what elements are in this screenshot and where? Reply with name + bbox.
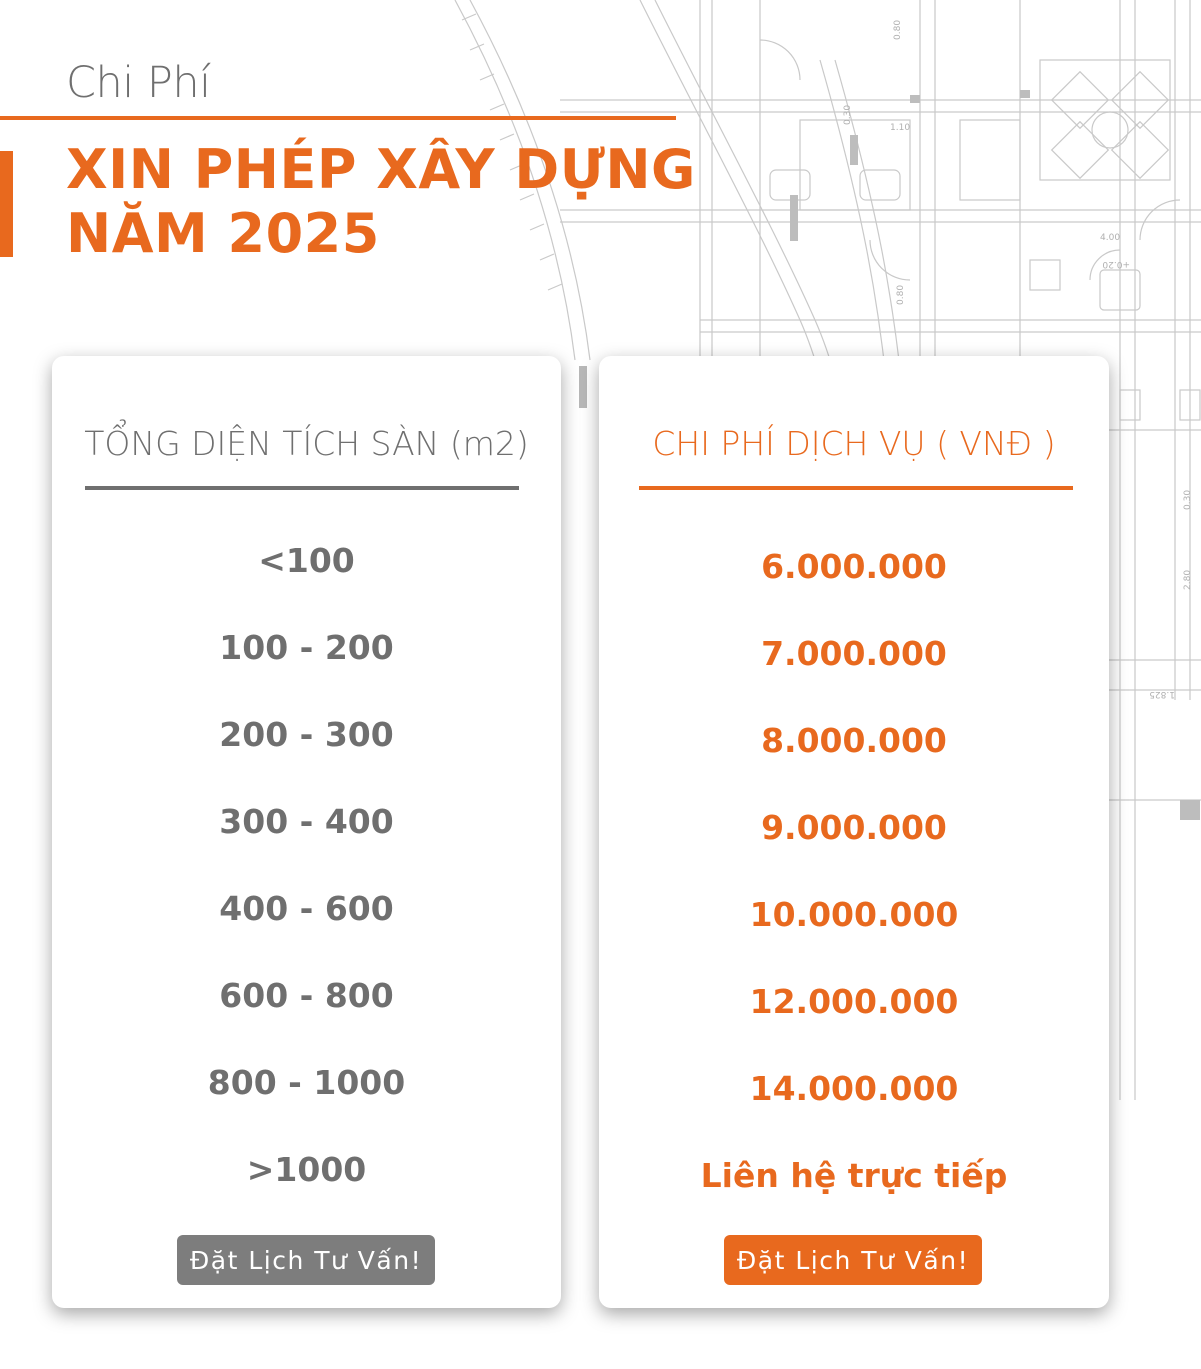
area-row: 300 - 400 bbox=[219, 802, 394, 841]
price-row: 10.000.000 bbox=[749, 895, 959, 934]
dim-label: 0.30 bbox=[843, 104, 853, 125]
price-row: 6.000.000 bbox=[761, 547, 947, 586]
dim-label: 0.80 bbox=[896, 284, 906, 305]
area-row: 400 - 600 bbox=[219, 889, 394, 928]
area-row: 800 - 1000 bbox=[207, 1063, 406, 1102]
page-title bbox=[66, 138, 696, 266]
header-divider bbox=[0, 116, 676, 120]
area-card bbox=[52, 356, 561, 1308]
price-row-contact: Liên hệ trực tiếp bbox=[700, 1156, 1008, 1195]
area-row: <100 bbox=[258, 541, 355, 580]
area-list bbox=[52, 536, 561, 1232]
price-card-divider bbox=[639, 486, 1073, 490]
area-row: 600 - 800 bbox=[219, 976, 394, 1015]
price-card-heading: CHI PHÍ DỊCH VỤ ( VNĐ ) bbox=[652, 424, 1056, 463]
price-row: 7.000.000 bbox=[761, 634, 947, 673]
area-row: 200 - 300 bbox=[219, 715, 394, 754]
dim-label: 4.00 bbox=[1100, 233, 1121, 243]
page-title-line-2: NĂM 2025 bbox=[66, 202, 380, 265]
area-card-divider bbox=[85, 486, 519, 490]
decorative-mark bbox=[579, 366, 587, 408]
area-row: >1000 bbox=[246, 1150, 367, 1189]
dim-label: 1.10 bbox=[890, 123, 911, 133]
dim-label: 0.30 bbox=[1183, 489, 1193, 510]
book-consultation-button[interactable]: Đặt Lịch Tư Vấn! bbox=[177, 1235, 435, 1285]
price-row: 8.000.000 bbox=[761, 721, 947, 760]
dim-label: 2.80 bbox=[1183, 569, 1193, 590]
page-title-line-1: XIN PHÉP XÂY DỰNG bbox=[66, 138, 696, 201]
book-consultation-button[interactable]: Đặt Lịch Tư Vấn! bbox=[724, 1235, 982, 1285]
price-list bbox=[599, 542, 1109, 1238]
price-row: 14.000.000 bbox=[749, 1069, 959, 1108]
price-row: 12.000.000 bbox=[749, 982, 959, 1021]
title-accent-bar bbox=[0, 151, 13, 257]
dim-label: +0.20 bbox=[1102, 259, 1130, 269]
price-row: 9.000.000 bbox=[761, 808, 947, 847]
area-card-heading: TỔNG DIỆN TÍCH SÀN (m2) bbox=[84, 424, 529, 463]
price-card bbox=[599, 356, 1109, 1308]
area-row: 100 - 200 bbox=[219, 628, 394, 667]
dim-label: 0.80 bbox=[893, 19, 903, 40]
dim-label: 1.825 bbox=[1149, 689, 1175, 699]
page-kicker: Chi Phí bbox=[66, 58, 211, 108]
